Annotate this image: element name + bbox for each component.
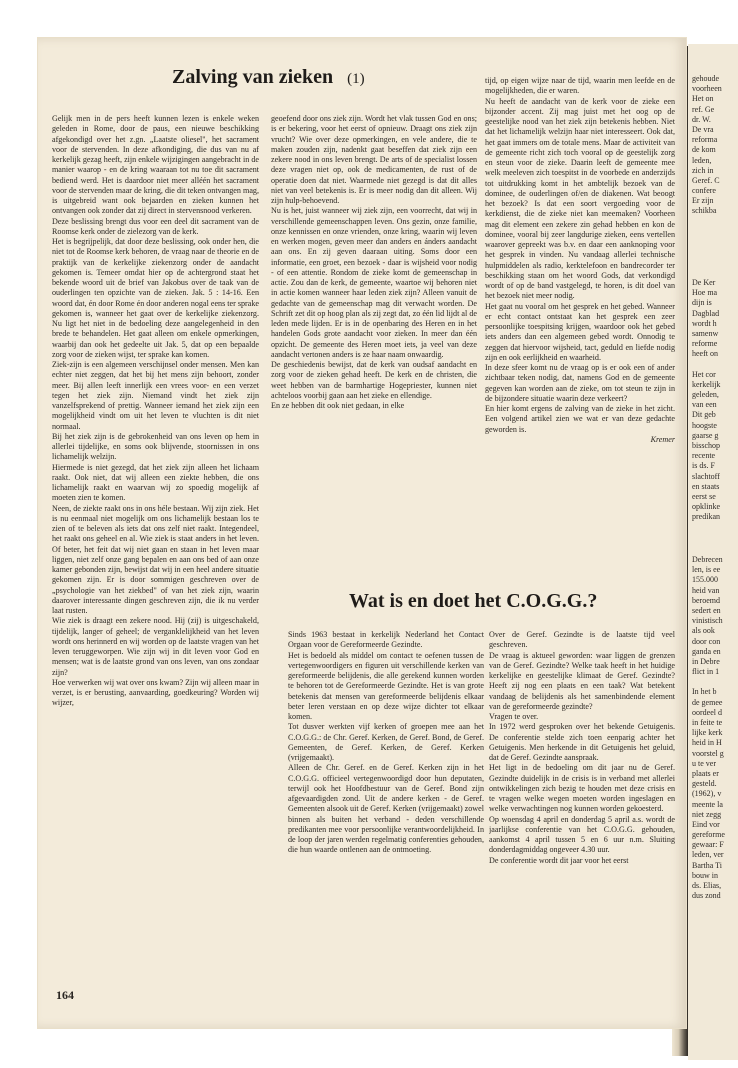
next-page-edge xyxy=(688,44,738,1060)
paragraph: Neen, de ziekte raakt ons in ons héle bestaan. Wij zijn ziek. Het is nu eenmaal niet mogelijk om ons lichamelijk bestaan los te zien of te beleven als iets dat ons zelf niet raakt. Integendeel, het raakt ons geheel en al. Wie ziek is staat anders in het leven. Of beter, het feit dat wij niet gaan en staan in het leven maar liggen, niet zelf onze gang bepalen en aan ons bed of aan onze kamer gebonden zijn, bewijst dat wij in een heel andere situatie gekomen zijn. Er is door sommigen geschreven over de „psychologie van het ziekbed" of van het ziek zijn, waarin daarover interessante dingen geschreven zijn, die ik nu verder laat rusten. xyxy=(52,503,259,615)
fragment-line: de gemee xyxy=(692,697,723,707)
paragraph: Nu is het, juist wanneer wij ziek zijn, een voorrecht, dat wij in verschillende gemeenschappen leven. Ons gezin, onze familie, onze kennissen en onze vrienden, onze kring, waarin wij leven en werken mogen, geven meer dan anders en ánders aandacht aan ons. En zij geven daaraan uiting. Soms door een informatie, een groet, een bezoek - daar is wijsheid voor nodig - of een attentie. Rondom de zieke komt de gemeenschap in actie. Zou dan de kerk, de gemeente, waartoe wij behoren niet in actie komen wanneer haar leden ziek zijn? Alleen vanuit de gedachte van de gemeenschap mag dit verwacht worden. De Schrift zet dit op hoog plan als zij zegt dat, zo één lid lijdt al de leden mede lijden. Er is in de openbaring des Heren en in het handelen Gods grote aandacht voor zieken. In meer dan één opzicht. De gemeente des Heren moet iets, ja veel van deze aandacht vertonen anders is ze haar naam onwaardig. xyxy=(271,206,477,359)
fragment-line: recente xyxy=(692,451,716,461)
fragment-line: reforma xyxy=(692,135,718,145)
fragment-line: meente la xyxy=(692,799,723,809)
fragment-line: Hoe ma xyxy=(692,288,718,298)
fragment-line: ganda en xyxy=(692,646,721,656)
fragment-line: is ds. F xyxy=(692,461,715,471)
fragment-line: u te ver xyxy=(692,758,716,768)
paragraph: Bij het ziek zijn is de gebrokenheid van ons leven op hem in allerlei tijdelijke, en soms ook blijvende, stoornissen in ons lichamelijk welzijn. xyxy=(52,431,259,462)
fragment-line: Het on xyxy=(692,94,714,104)
fragment-line: oordeel d xyxy=(692,707,722,717)
fragment-line: dijn is xyxy=(692,298,712,308)
fragment-line: bouw in xyxy=(692,870,718,880)
paragraph: Het is begrijpelijk, dat door deze beslissing, ook onder hen, die niet tot de Roomse kerk behoren, de vraag naar de theorie en de praktijk van de kerkelijke ziekenzorg onder de aandacht gekomen is. Temeer omdat hier op de achtergrond staat het bekende woord uit de brief van Jakobus over de taak van de ouderlingen ten opzichte van de zieken. Jak. 5 : 14-16. Een woord dat, én door Rome én door anderen nogal eens ter sprake gekomen is, wanneer het gaat over de kerkelijke ziekenzorg. Nu ligt het niet in de bedoeling deze aangelegenheid in den brede te behandelen. Het gaat alleen om enkele opmerkingen, waarbij dan ook het gedeelte uit Jak. 5, dat op een bepaalde zorg voor de zieken wijst, ter sprake kan komen. xyxy=(52,237,259,359)
fragment-line: confere xyxy=(692,186,716,196)
fragment-line: opklinke xyxy=(692,502,720,512)
article-1-column-2 xyxy=(271,114,477,550)
fragment-line: flict in 1 xyxy=(692,667,720,677)
fragment-line: bisschop xyxy=(692,441,720,450)
fragment-line: samenw xyxy=(692,328,719,338)
fragment-line: slachtoff xyxy=(692,471,720,481)
paragraph: Wie ziek is draagt een zekere nood. Hij (zij) is uitgeschakeld, tijdelijk, langer of geheel; de verganklelijkheid van het leven wordt ons herinnerd en wij worden op de laatste vragen van het leven teruggeworpen. Wie zijn wij in dit leven voor God en mensen; wat is de laatste grond van ons leven, van ons zondaar zijn? xyxy=(52,616,259,677)
fragment-line: 155.000 xyxy=(692,575,718,585)
fragment-line: zich in xyxy=(692,165,714,175)
article-1-column-1 xyxy=(52,114,259,980)
fragment-line: De vra xyxy=(692,124,714,134)
fragment-line: schikba xyxy=(692,206,717,216)
fragment-line: In het b xyxy=(692,687,717,697)
fragment-line xyxy=(692,360,720,370)
paragraph: Op woensdag 4 april en donderdag 5 april a.s. wordt de jaarlijkse conferentie van het C.O.G.G. gehouden, aankomst 4 april tussen 5 en 6 uur n.m. Sluiting donderdagmiddag ongeveer 4.30 uur. xyxy=(489,814,675,855)
fragment-line: de kom xyxy=(692,145,716,155)
author-signature: Kremer xyxy=(650,434,675,444)
fragment-line: sedert en xyxy=(692,605,721,615)
fragment-line: leden, xyxy=(692,155,712,165)
fragment-line: gereforme xyxy=(692,830,725,840)
fragment-line: van een xyxy=(692,400,717,410)
fragment-line: en staats xyxy=(692,481,720,491)
paragraph: Alleen de Chr. Geref. en de Geref. Kerken zijn in het C.O.G.G. officieel vertegenwoordigd door hun deputaten, terwijl ook het Hoofdbestuur van de Geref. Bond zijn afgevaardigden zond. Uit de andere kerken - de Geref. Gemeenten alsook uit de Geref. Kerken (vrijgemaakt) zowel binnen als buiten het verband - deden verschillende predikanten mee voor persoonlijke verantwoordelijkheid. In de loop der jaren werden regelmatig conferenties gehouden, die hun waarde ontlenen aan de ontmoeting. xyxy=(288,763,484,855)
paragraph: De conferentie wordt dit jaar voor het eerst xyxy=(489,855,629,865)
fragment-line: in Debre xyxy=(692,656,720,666)
magazine-page xyxy=(38,38,686,1028)
fragment-line: gewaar: F xyxy=(692,840,724,850)
paragraph: In deze sfeer komt nu de vraag op is er ook een of ander zichtbaar teken nodig, dat, namens God en de gemeente gegeven kan worden aan de zieke, om tot steun te zijn in de bijzondere situatie waarin deze verkeert? xyxy=(485,363,675,403)
fragment-line: door con xyxy=(692,636,721,646)
fragment-line: eerst se xyxy=(692,491,716,501)
article-2-column-1 xyxy=(288,630,484,972)
paragraph: De geschiedenis bewijst, dat de kerk van oudsaf aandacht en zorg voor de zieken gehad heeft. De kerk en de christen, die weet hebben van de barmhartige Hogepriester, kunnen niet achteloos voorbij gaan aan het zieke en ellendige. xyxy=(271,360,477,400)
fragment-line: Dagblad xyxy=(692,308,720,318)
fragment-line: (1962), v xyxy=(692,789,722,799)
paragraph: In 1972 werd gesproken over het bekende Getuigenis. De conferentie stelde zich toen eenparig achter het Getuigenis. Men herkende in dit Getuigenis het geluid, dat de Geref. Gezindte aanspraak. xyxy=(489,722,675,762)
fragment-line: ds. Elias, xyxy=(692,881,722,890)
fragment-line: dr. W. xyxy=(692,114,711,124)
fragment-line: De Ker xyxy=(692,278,716,287)
paragraph: geoefend door ons ziek zijn. Wordt het vlak tussen God en ons; is er bekering, voor het eerst of opnieuw. Draagt ons ziek zijn vrucht? Wie over deze opmerkingen, en vele andere, die te maken zouden zijn, nadenkt gaat beseffen dat ziek zijn een zekere nood in ons leven brengt. De arts of de specialist lossen deze vragen niet op, ook de medicamenten, de rust of de operatie doen dat niet. Waarmede niet gezegd is dat dit alles niet van veel betekenis is. Er is meer nodig dan dit alleen. Wij zijn hulp-behoevend. xyxy=(271,114,477,205)
paragraph: Hiermede is niet gezegd, dat het ziek zijn alleen het lichaam raakt. Ook niet, dat wij alleen een ziekte hebben, die ons lichamelijk raakt en waarvan wij zo spoedig mogelijk af moeten zien te komen. xyxy=(52,462,259,503)
fragment-line: gesteld. xyxy=(692,779,717,789)
paragraph: tijd, op eigen wijze naar de tijd, waarin men leefde en de mogelijkheden, die er waren. xyxy=(485,76,675,96)
paragraph: Ziek-zijn is een algemeen verschijnsel onder mensen. Men kan echter niet zeggen, dat het bij het mens zijn behoort, zonder meer. Bij allen leeft innerlijk een vrees voor- en een verzet tegen het ziek zijn. Niemand vindt het ziek zijn vanzelfsprekend of prettig. Wanneer iemand het ziek zijn een mogelijkheid vindt om uit het leven te vluchten is dit niet normaal. xyxy=(52,360,259,431)
page-number: 164 xyxy=(56,988,74,1002)
paragraph: En hier komt ergens de zalving van de zieke in het zicht. Een volgend artikel zien we wat er van deze gedachte geworden is. xyxy=(485,404,675,434)
paragraph: Gelijk men in de pers heeft kunnen lezen is enkele weken geleden in Rome, door de paus, een nieuwe beschikking afgekondigd over het z.gn. „Laatste oliesel", het sacrament voor de stervenden. In deze afkondiging, die dus van nu af kerkelijk gezag heeft, zijn enkele wijzigingen aangebracht in de manier waarop - en de kring waaraan tot nu toe dit sacrament bediend werd. Het is daardoor niet meer alléén het sacrament voor de stervenden maar de kring, die dit teken ontvangen mag, is uitgebreid want ook bejaarden en zieken kunnen het ontvangen ook zonder dat zij direct in stervensnood verkeren. xyxy=(52,114,259,216)
fragment-line: voorstel g xyxy=(692,748,724,758)
fragment-line: heeft on xyxy=(692,349,718,359)
paragraph: De vraag is aktueel geworden: waar liggen de grenzen van de Geref. Gezindte? Welke taak heeft in het huidige kerkelijke en geestelijke klimaat de Geref. Gezindte? Heeft zij nog een plaats en een taak? Wat betekent vandaag de belijdenis als het samenbindende element van de gereformeerde gezindte? xyxy=(489,650,675,711)
fragment-line: Dit geb xyxy=(692,410,716,420)
paragraph: Nu heeft de aandacht van de kerk voor de zieke een bijzonder accent. Zij mag juist met het oog op de geestelijke nood van het ziek zijn betekenis hebben. Niet dat het lichamelijk welzijn haar niet interesseert. Ook dat, het gaat immers om de totale mens. Maar de activiteit van de gemeente richt zich toch vooral op de geestelijk zorg en steun voor de zieke. Daarin leeft de gemeente mee welk meeleven zich toespitst in de voorbede en anderzijds tot uitdrukking komt in het ambtelijk bezoek van de dominee, de ouderlingen of/en de diakenen. Wat beoogt het bezoek? Is dat een soort vergoeding voor de kerkdienst, die de zieke niet kan meemaken? Voorheen mag dit element een zekere zin gehad hebben en kon de dominee, vooral bij zeer langdurige zieken, eens vertellen waarover gepreekt was b.v. en daar een aanknoping voor het gesprek in vinden. Nu vandaag allerlei technische hulpmiddelen als radio, kerktelefoon en bandrecorder ter beschikking staan om het woord Gods, dat verkondigd wordt of op de band vastgelegd, te horen, is dit doel van het bezoek niet meer nodig. xyxy=(485,96,675,301)
fragment-line: plaats er xyxy=(692,768,719,778)
fragment-line: heid van xyxy=(692,585,720,595)
next-page-middle-fragments xyxy=(692,278,720,523)
paragraph: En ze hebben dit ook niet gedaan, in elke xyxy=(271,401,405,410)
next-page-top-fragments xyxy=(692,74,722,217)
fragment-line: hoogste xyxy=(692,420,717,430)
fragment-line: Geref. C xyxy=(692,175,720,185)
fragment-line: leden, ver xyxy=(692,850,724,860)
fragment-line: beroemd xyxy=(692,595,720,605)
paragraph: Tot dusver werkten vijf kerken of groepen mee aan het C.O.G.G.: de Chr. Geref. Kerken, de Geref. Bond, de Geref. Gemeenten, de Geref. Kerken, de Geref. Kerken (vrijgemaakt). xyxy=(288,722,484,762)
fragment-line: Er zijn xyxy=(692,196,714,206)
fragment-line: vinistisch xyxy=(692,616,723,626)
fragment-line: heid in H xyxy=(692,738,722,748)
article-2-column-2 xyxy=(489,630,675,972)
paragraph: Hoe verwerken wij wat over ons kwam? Zijn wij alleen maar in verzet, is er berusting, aanvaarding, goedkeuring? Worden wij wijzer, xyxy=(52,677,259,708)
fragment-line: Bartha Ti xyxy=(692,860,723,870)
fragment-line: wordt h xyxy=(692,318,717,328)
article-1-title-text: Zalving van zieken xyxy=(172,66,334,88)
fragment-line: lijke kerk xyxy=(692,728,723,738)
paragraph: Het gaat nu vooral om het gesprek en het gebed. Wanneer er echt contact ontstaat kan het gesprek een zeer persoonlijke toespitsing krijgen, waardoor ook het gebed iets anders dan een algemeen gebed wordt. Onnodig te zeggen dat hiervoor wijsheid, tact, geduld en liefde nodig zijn en ook eerlijkheid en waarheid. xyxy=(485,301,675,362)
fragment-line: gaarse g xyxy=(692,430,719,440)
fragment-line: Het cor xyxy=(692,369,716,379)
fragment-line: voorheen xyxy=(692,84,722,94)
fragment-line: in feite te xyxy=(692,718,723,727)
paragraph: Over de Geref. Gezindte is de laatste tijd veel geschreven. xyxy=(489,630,675,650)
fragment-line: gehoude xyxy=(692,74,720,83)
fragment-line: predikan xyxy=(692,512,720,522)
fragment-line: kerkelijk xyxy=(692,379,721,389)
fragment-line xyxy=(692,677,725,687)
fragment-line: geleden, xyxy=(692,390,719,400)
fragment-line: reforme xyxy=(692,339,718,349)
paragraph: Sinds 1963 bestaat in kerkelijk Nederland het Contact Orgaan voor de Gereformeerde Gezindte. xyxy=(288,630,484,650)
fragment-line: len, is ee xyxy=(692,565,721,575)
fragment-line: als ook xyxy=(692,626,715,636)
fragment-line: ref. Ge xyxy=(692,104,715,114)
fragment-line: niet zegg xyxy=(692,809,722,819)
paragraph: Deze beslissing brengt dus voor een deel dit sacrament van de Roomse kerk onder de zielezorg van de kerk. xyxy=(52,216,259,236)
fragment-line: dus zond xyxy=(692,891,721,901)
paragraph: Vragen te over. xyxy=(489,712,539,721)
fragment-line: Eind vor xyxy=(692,819,720,829)
article-1-title xyxy=(172,66,365,89)
fragment-line: Debrecen xyxy=(692,555,723,564)
article-1-column-3 xyxy=(485,76,675,546)
article-1-title-number: (1) xyxy=(347,71,365,87)
article-2-title: Wat is en doet het C.O.G.G.? xyxy=(349,590,598,612)
paragraph: Het is bedoeld als middel om contact te oefenen tussen de vertegenwoordigers en figuren uit verschillende kerken van gereformeerde belijdenis, die alle gerekend kunnen worden te behoren tot de Gereformeerde Gezindte. Het is van grote betekenis dat mensen van gereformeerde belijdenis elkaar beter leren verstaan en op deze wijze dichter tot elkaar komen. xyxy=(288,650,484,721)
next-page-bottom-fragments xyxy=(692,555,725,901)
paragraph: Het ligt in de bedoeling om dit jaar nu de Geref. Gezindte duidelijk in de crisis is in verband met allerlei ontwikkelingen zich bezig te houden met deze crisis en te vragen welke wegen moeten worden ingeslagen en welke verwachtingen nog kunnen worden gekoesterd. xyxy=(489,763,675,814)
